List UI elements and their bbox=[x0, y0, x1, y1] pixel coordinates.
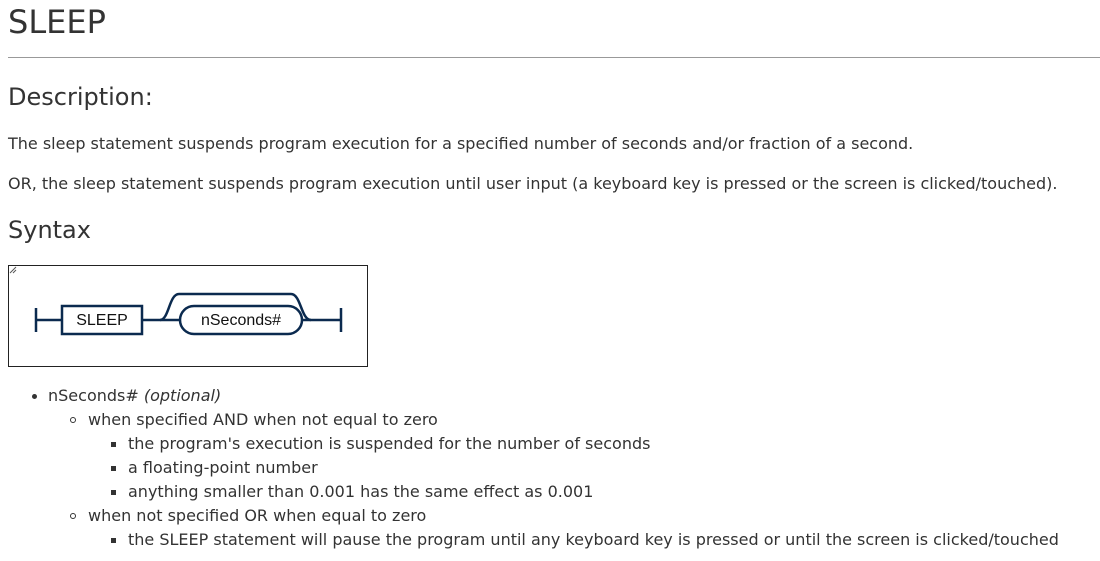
parameter-list bbox=[8, 384, 1059, 552]
parameter-item bbox=[8, 384, 1059, 552]
case-detail: anything smaller than 0.001 has the same effect as 0.001 bbox=[88, 480, 1059, 504]
syntax-diagram[interactable] bbox=[8, 265, 368, 367]
case-label: when specified AND when not equal to zero bbox=[88, 410, 438, 429]
parameter-case bbox=[48, 408, 1059, 504]
syntax-heading: Syntax bbox=[8, 216, 91, 244]
description-heading: Description: bbox=[8, 83, 153, 111]
parameter-qualifier: (optional) bbox=[143, 386, 222, 405]
resize-grip-icon[interactable] bbox=[9, 266, 17, 274]
case-detail: the program's execution is suspended for the number of seconds bbox=[88, 432, 1059, 456]
page-title: SLEEP bbox=[8, 3, 106, 41]
title-divider bbox=[8, 57, 1100, 58]
description-paragraph-2: OR, the sleep statement suspends program execution until user input (a keyboard key is pressed or the screen is clicked/touched). bbox=[8, 174, 1058, 193]
description-paragraph-1: The sleep statement suspends program execution for a specified number of seconds and/or fraction of a second. bbox=[8, 134, 914, 153]
case-detail: the SLEEP statement will pause the program until any keyboard key is pressed or until the screen is clicked/touched bbox=[88, 528, 1059, 552]
parameter-case bbox=[48, 504, 1059, 552]
case-detail: a floating-point number bbox=[88, 456, 1059, 480]
keyword-label: SLEEP bbox=[76, 312, 128, 329]
parameter-name: nSeconds# bbox=[48, 386, 139, 405]
railroad-diagram bbox=[9, 266, 367, 366]
argument-label: nSeconds# bbox=[200, 312, 282, 329]
case-label: when not specified OR when equal to zero bbox=[88, 506, 427, 525]
